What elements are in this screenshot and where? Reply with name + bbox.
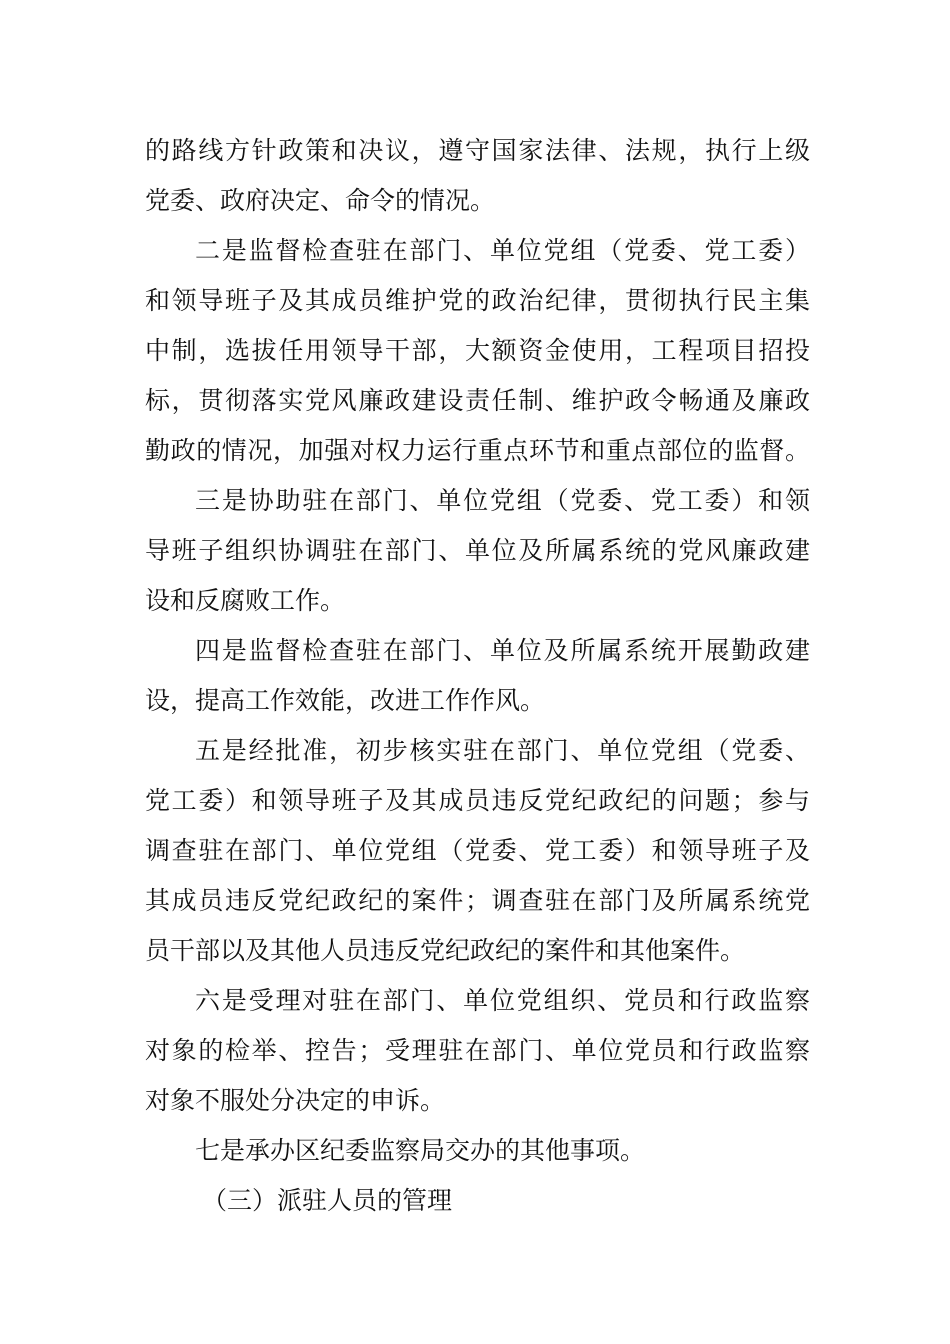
paragraph-first-line: 七是承办区纪委监察局交办的其他事项。 <box>195 1136 646 1165</box>
text-line: 勤政的情况，加强对权力运行重点环节和重点部位的监督。 <box>145 436 810 465</box>
text-line: 党工委）和领导班子及其成员违反党纪政纪的问题；参与 <box>145 786 810 815</box>
document-body <box>145 126 810 1226</box>
text-line: 对象的检举、控告；受理驻在部门、单位党员和行政监察 <box>145 1036 810 1065</box>
text-line: 中制，选拔任用领导干部，大额资金使用，工程项目招投 <box>145 336 810 365</box>
text-line: 对象不服处分决定的申诉。 <box>145 1086 446 1115</box>
text-line: 的路线方针政策和决议，遵守国家法律、法规，执行上级 <box>145 136 810 165</box>
paragraph-first-line: 三是协助驻在部门、单位党组（党委、党工委）和领 <box>195 486 810 515</box>
text-line: 和领导班子及其成员维护党的政治纪律，贯彻执行民主集 <box>145 286 810 315</box>
paragraph-first-line: 二是监督检查驻在部门、单位党组（党委、党工委） <box>195 236 810 265</box>
text-line: 调查驻在部门、单位党组（党委、党工委）和领导班子及 <box>145 836 810 865</box>
paragraph-first-line: 六是受理对驻在部门、单位党组织、党员和行政监察 <box>195 986 810 1015</box>
text-line: 党委、政府决定、命令的情况。 <box>145 186 496 215</box>
text-line: 设，提高工作效能，改进工作作风。 <box>145 686 546 715</box>
text-line: 导班子组织协调驻在部门、单位及所属系统的党风廉政建 <box>145 536 810 565</box>
text-line: 员干部以及其他人员违反党纪政纪的案件和其他案件。 <box>145 936 746 965</box>
paragraph-first-line: 五是经批准，初步核实驻在部门、单位党组（党委、 <box>195 736 810 765</box>
paragraph-first-line: 四是监督检查驻在部门、单位及所属系统开展勤政建 <box>195 636 810 665</box>
text-line: 其成员违反党纪政纪的案件；调查驻在部门及所属系统党 <box>145 886 810 915</box>
text-line: 标，贯彻落实党风廉政建设责任制、维护政令畅通及廉政 <box>145 386 810 415</box>
text-line: 设和反腐败工作。 <box>145 586 346 615</box>
section-heading: （三）派驻人员的管理 <box>202 1186 453 1215</box>
